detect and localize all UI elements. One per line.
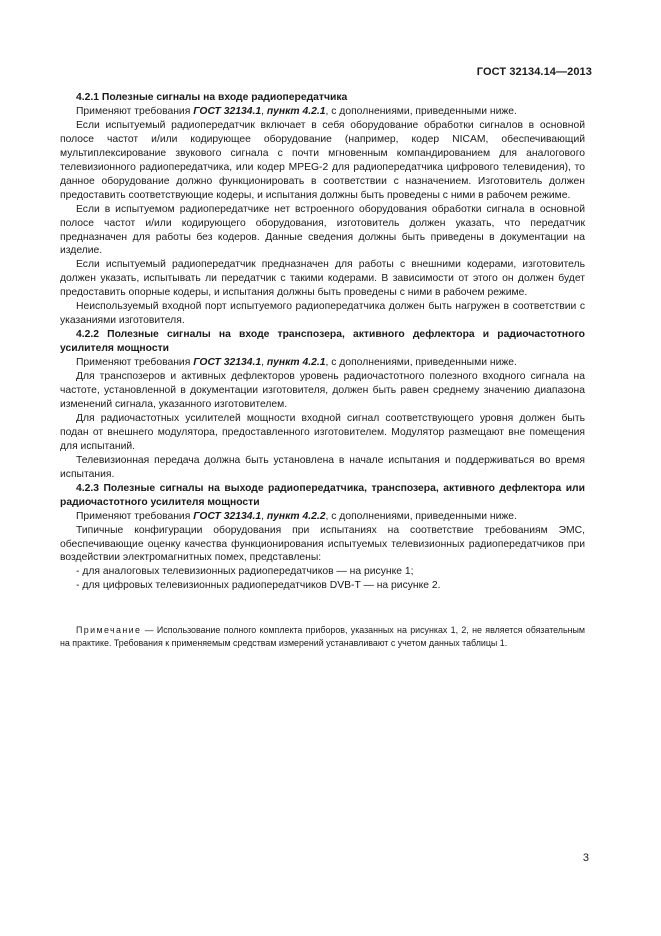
page-number: 3: [582, 852, 589, 864]
requirement-reference: Применяют требования ГОСТ 32134.1, пункт 4.2.1, с дополнениями, приведенными ниже.: [76, 357, 517, 369]
standard-ref: ГОСТ 32134.1: [193, 357, 262, 369]
paragraph: Неиспользуемый входной порт испытуемого радиопередатчика должен быть нагружен в соответствии с указаниями изготовителя.: [60, 301, 585, 327]
list-item: - для аналоговых телевизионных радиопередатчиков — на рисунке 1;: [76, 566, 414, 578]
standard-ref: ГОСТ 32134.1: [193, 510, 262, 522]
clause-ref: пункт 4.2.2: [266, 510, 326, 522]
section-heading-4-2-3: 4.2.3 Полезные сигналы на выходе радиопередатчика, транспозера, активного дефлектора или радиочастотного усилителя мощности: [60, 482, 585, 508]
paragraph: Для транспозеров и активных дефлекторов уровень радиочастотного полезного входного сигнала на частоте, установленной в документации изготовителя, должен быть равен среднему значению диапазона изменений сигнала, указанного изготовителем.: [60, 371, 585, 410]
note-text: — Использование полного комплекта приборов, указанных на рисунках 1, 2, не является обязательным на практике. Требования к применяемым средствам измерений устанавливают с учетом данных таблицы 1.: [60, 625, 585, 648]
note-label: Примечание: [76, 625, 142, 635]
note-block: [60, 624, 585, 649]
requirement-reference: Применяют требования ГОСТ 32134.1, пункт 4.2.1, с дополнениями, приведенными ниже.: [76, 105, 517, 117]
document-body: [60, 91, 585, 593]
standard-code-header: ГОСТ 32134.14—2013: [476, 66, 592, 78]
requirement-reference: Применяют требования ГОСТ 32134.1, пункт 4.2.2, с дополнениями, приведенными ниже.: [76, 510, 517, 522]
paragraph: Если испытуемый радиопередатчик включает в себя оборудование обработки сигналов в основной полосе частот и/или кодирующее оборудование (например, кодер NICAM, обеспечивающий мультиплексирование звукового сигнала с почти мгновенным компандированием для аналогового телевизионного радиопередатчика, или кодер MPEG-2 для радиопередатчика цифрового телевидения), то данное оборудование должно функционировать в соответствии с назначением. Изготовитель должен предоставить соответствующие кодеры, и испытания должны быть проведены с ними в рабочем режиме.: [60, 119, 585, 201]
paragraph: Если в испытуемом радиопередатчике нет встроенного оборудования обработки сигнала в основной полосе частот и/или кодирующего оборудования, изготовитель должен указать, что передатчик предназначен для работы без кодеров. Данные сведения должны быть приведены в документации на изделие.: [60, 203, 585, 257]
clause-ref: пункт 4.2.1: [266, 105, 326, 117]
paragraph: Телевизионная передача должна быть установлена в начале испытания и поддерживаться во время испытания.: [60, 454, 585, 480]
list-item: - для цифровых телевизионных радиопередатчиков DVB-T — на рисунке 2.: [76, 580, 441, 592]
clause-ref: пункт 4.2.1: [266, 357, 326, 369]
paragraph: Типичные конфигурации оборудования при испытаниях на соответствие требованиям ЭМС, обеспечивающие оценку качества функционирования испытуемых телевизионных радиопередатчиков при воздействии электромагнитных помех, представлены:: [60, 524, 585, 564]
standard-ref: ГОСТ 32134.1: [193, 105, 262, 117]
section-heading-4-2-1: 4.2.1 Полезные сигналы на входе радиопередатчика: [76, 92, 348, 103]
paragraph: Если испытуемый радиопередатчик предназначен для работы с внешними кодерами, изготовитель должен указать, испытывать ли передатчик с такими кодерами. В зависимости от этого он должен будет предоставить опорные кодеры, и испытания должны быть проведены с ними в рабочем режиме.: [60, 259, 585, 299]
section-heading-4-2-2: 4.2.2 Полезные сигналы на входе транспозера, активного дефлектора и радиочастотного усилителя мощности: [60, 329, 585, 355]
paragraph: Для радиочастотных усилителей мощности входной сигнал соответствующего уровня должен быть подан от внешнего модулятора, предоставленного изготовителем. Модулятор размещают вне помещения для испытаний.: [60, 412, 585, 452]
